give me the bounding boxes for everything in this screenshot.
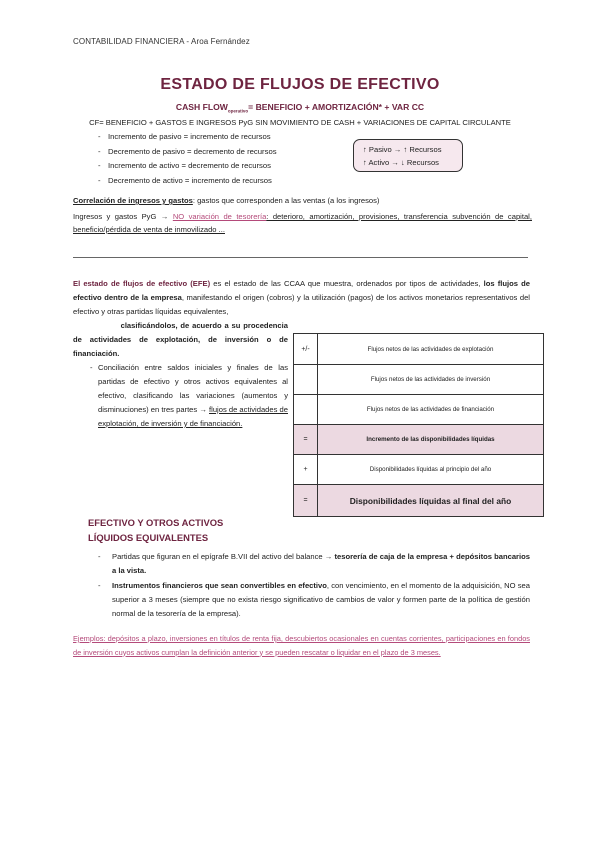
list-item-bold: Instrumentos financieros que sean convertibles en efectivo xyxy=(112,581,327,590)
pasivo-activo-list xyxy=(96,130,277,188)
correlacion-text: : gastos que corresponden a las ventas (a los ingresos) xyxy=(192,196,380,205)
efe-paragraph xyxy=(73,277,530,319)
table-row xyxy=(294,455,544,485)
list-item-text: , con vencimiento, en el momento de la adquisición, NO sea superior a 3 meses (siempre que no exista riesgo significativo de cambios de valor y formen parte de la política de gestión normal de la tesorería de la empresa). xyxy=(112,581,530,618)
table-sign xyxy=(294,395,318,425)
table-row xyxy=(294,365,544,395)
section-title-line: LÍQUIDOS EQUIVALENTES xyxy=(88,532,209,543)
table-sign: + xyxy=(294,455,318,485)
table-cell: Incremento de las disponibilidades líquidas xyxy=(318,425,544,455)
section-title xyxy=(88,515,223,545)
correlacion-paragraph xyxy=(73,196,379,205)
cashflow-formula xyxy=(0,102,600,114)
table-row xyxy=(294,395,544,425)
ingresos-items: : deterioro, amortización, provisiones, transferencia subvención de capital, beneficio/pérdida de venta de inmovilizado ... xyxy=(73,212,532,234)
correlacion-heading: Correlación de ingresos y gastos xyxy=(73,196,193,205)
page-header: CONTABILIDAD FINANCIERA - Aroa Fernández xyxy=(73,37,250,46)
table-cell: Flujos netos de las actividades de explotación xyxy=(318,334,544,365)
conciliacion-text: Conciliación entre saldos iniciales y finales de las partidas de efectivo y otros activos equivalentes al efectivo, clasificando las variaciones (aumentos y disminuciones) en tres partes → xyxy=(98,363,288,414)
divider xyxy=(73,257,528,258)
list-item xyxy=(98,579,530,621)
list-item: - Decremento de activo = incremento de recursos xyxy=(96,174,277,189)
summary-box-line: ↑ Activo → ↓ Recursos xyxy=(363,158,439,167)
table-cell: Flujos netos de las actividades de financiación xyxy=(318,395,544,425)
ingresos-gastos-paragraph xyxy=(73,211,532,236)
table-sign: = xyxy=(294,485,318,517)
efe-text: es el estado de las CCAA que muestra, ordenados por tipos de actividades, xyxy=(210,279,484,288)
efe-classification-text: clasificándolos, de acuerdo a su procedencia de actividades de explotación, de inversión o de financiación. xyxy=(73,321,288,358)
no-variacion-text: NO variación de tesorería xyxy=(172,212,267,221)
cashflow-suffix: = BENEFICIO + AMORTIZACIÓN* + VAR CC xyxy=(248,102,425,112)
cf-formula: CF= BENEFICIO + GASTOS E INGRESOS PyG SIN MOVIMIENTO DE CASH + VARIACIONES DE CAPITAL CIRCULANTE xyxy=(89,118,511,127)
table-row xyxy=(294,334,544,365)
table-cell: Flujos netos de las actividades de inversión xyxy=(318,365,544,395)
list-item-bold: tesorería de caja de la empresa + depósitos bancarios a la vista. xyxy=(112,552,530,575)
table-row xyxy=(294,425,544,455)
table-cell: Disponibilidades líquidas al principio del año xyxy=(318,455,544,485)
table-sign: +/- xyxy=(294,334,318,365)
flow-table xyxy=(293,333,544,517)
efe-definition-term: El estado de flujos de efectivo (EFE) xyxy=(73,279,211,288)
efe-text: , manifestando el origen (cobros) y la utilización (pagos) de los activos monetarios representativos del efectivo y otras partidas líquidas equivalentes, xyxy=(73,293,530,316)
table-row xyxy=(294,485,544,517)
list-item: - Incremento de activo = decremento de recursos xyxy=(96,159,277,174)
table-cell: Disponibilidades líquidas al final del año xyxy=(318,485,544,517)
table-sign: = xyxy=(294,425,318,455)
cashflow-prefix: CASH FLOW xyxy=(175,102,228,112)
summary-box-line: ↑ Pasivo → ↑ Recursos xyxy=(363,145,442,154)
section-title-line: EFECTIVO Y OTROS ACTIVOS xyxy=(88,517,224,528)
summary-box xyxy=(353,139,463,172)
efe-classification xyxy=(73,319,288,361)
table-sign xyxy=(294,365,318,395)
efectivo-list xyxy=(98,550,530,622)
cashflow-subscript: operativo xyxy=(227,108,249,114)
ingresos-label: Ingresos y gastos PyG → xyxy=(73,212,169,221)
conciliacion-item xyxy=(98,361,288,431)
conciliacion-underlined: flujos de actividades de explotación, de inversión y de financiación. xyxy=(98,405,288,428)
list-item: - Incremento de pasivo = incremento de recursos xyxy=(96,130,277,145)
list-item xyxy=(98,550,530,578)
efe-bold-text: los flujos de efectivo dentro de la empresa xyxy=(73,279,530,302)
list-item: - Decremento de pasivo = decremento de recursos xyxy=(96,145,277,160)
ejemplos-paragraph: Ejemplos: depósitos a plazo, inversiones en títulos de renta fija, descubiertos ocasionales en cuentas corrientes, participaciones en fondos de inversión cuyos activos cumplan la definición anterior y se pueden rescatar o liquidar en el plazo de 3 meses. xyxy=(73,634,530,657)
list-item-text: Partidas que figuran en el epígrafe B.VII del activo del balance → xyxy=(112,552,335,561)
page-title: ESTADO DE FLUJOS DE EFECTIVO xyxy=(160,76,440,93)
